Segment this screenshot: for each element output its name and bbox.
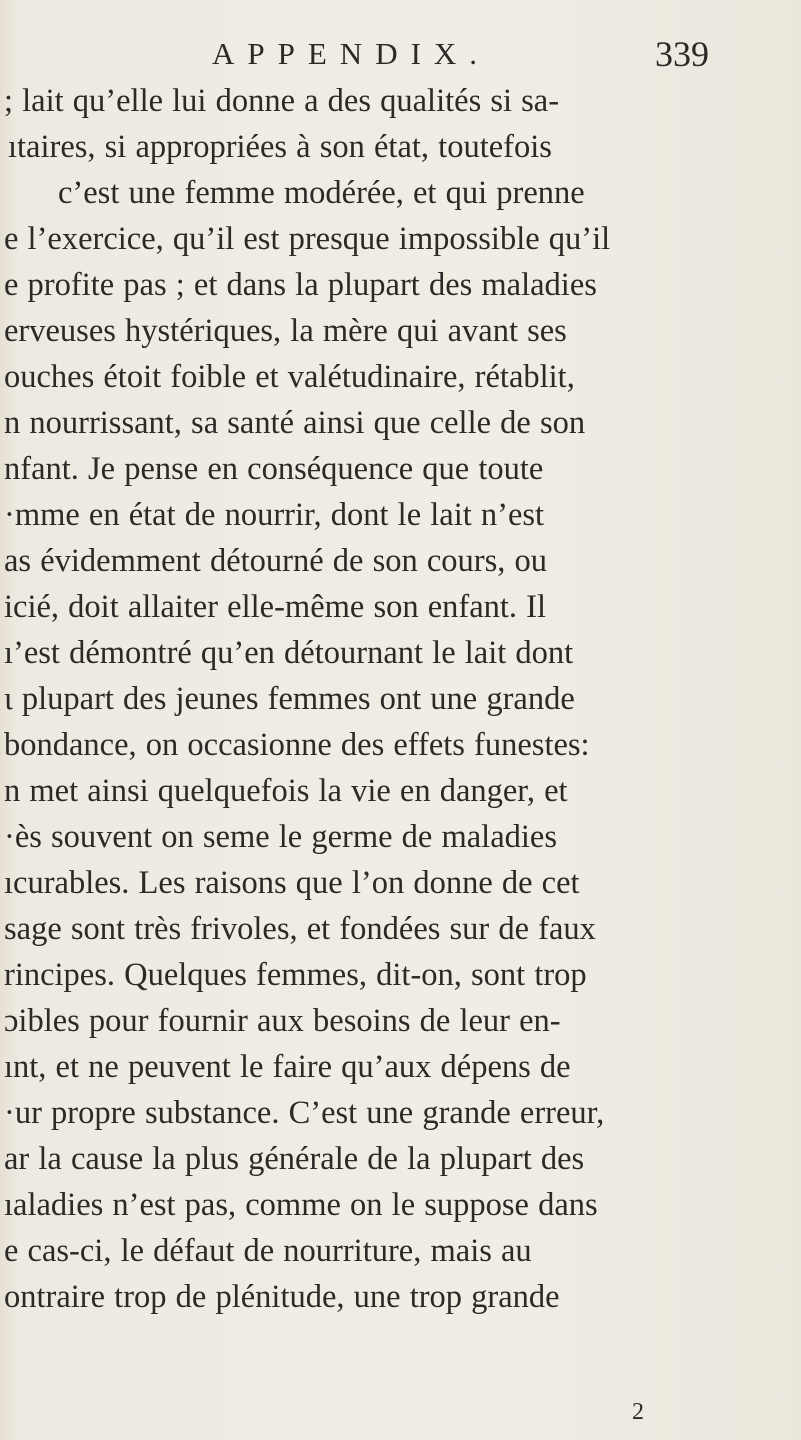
text-line: rincipes. Quelques femmes, dit-on, sont trop (4, 957, 587, 993)
text-line: ·mme en état de nourrir, dont le lait n’est (4, 497, 545, 533)
text-line: n nourrissant, sa santé ainsi que celle de son (4, 405, 586, 441)
text-line: ·ès souvent on seme le germe de maladies (4, 819, 557, 855)
text-line: ınt, et ne peuvent le faire qu’aux dépens de (4, 1049, 571, 1085)
text-line: e profite pas ; et dans la plupart des maladies (4, 267, 597, 303)
text-line: ouches étoit foible et valétudinaire, rétablit, (4, 359, 575, 395)
text-line: ·ur propre substance. C’est une grande erreur, (4, 1095, 605, 1131)
text-line: n met ainsi quelquefois la vie en danger, et (4, 773, 568, 809)
text-line: ar la cause la plus générale de la plupart des (4, 1141, 585, 1177)
text-line: erveuses hystériques, la mère qui avant ses (4, 313, 567, 349)
text-line: ı’est démontré qu’en détournant le lait dont (4, 635, 574, 671)
text-line: e l’exercice, qu’il est presque impossible qu’il (4, 221, 611, 257)
text-line: ıtaires, si appropriées à son état, toutefois (8, 129, 552, 165)
text-line: ɔibles pour fournir aux besoins de leur en- (4, 1003, 561, 1039)
text-line: nfant. Je pense en conséquence que toute (4, 451, 544, 487)
text-line: bondance, on occasionne des effets funestes: (4, 727, 590, 763)
text-line: e cas-ci, le défaut de nourriture, mais au (4, 1233, 532, 1269)
signature-mark: 2 (632, 1399, 644, 1425)
text-line: ıaladies n’est pas, comme on le suppose dans (4, 1187, 598, 1223)
text-line: ; lait qu’elle lui donne a des qualités si sa- (4, 83, 560, 119)
running-title: APPENDIX. (212, 36, 491, 71)
text-line: ι plupart des jeunes femmes ont une grande (4, 681, 575, 717)
text-line: ıcurables. Les raisons que l’on donne de cet (4, 865, 580, 901)
page-number: 339 (655, 34, 709, 74)
text-line: c’est une femme modérée, et qui prenne (58, 175, 585, 211)
text-line: ontraire trop de plénitude, une trop grande (4, 1279, 560, 1315)
text-line: sage sont très frivoles, et fondées sur de faux (4, 911, 596, 947)
text-line: icié, doit allaiter elle-même son enfant. Il (4, 589, 547, 625)
text-line: as évidemment détourné de son cours, ou (4, 543, 548, 579)
